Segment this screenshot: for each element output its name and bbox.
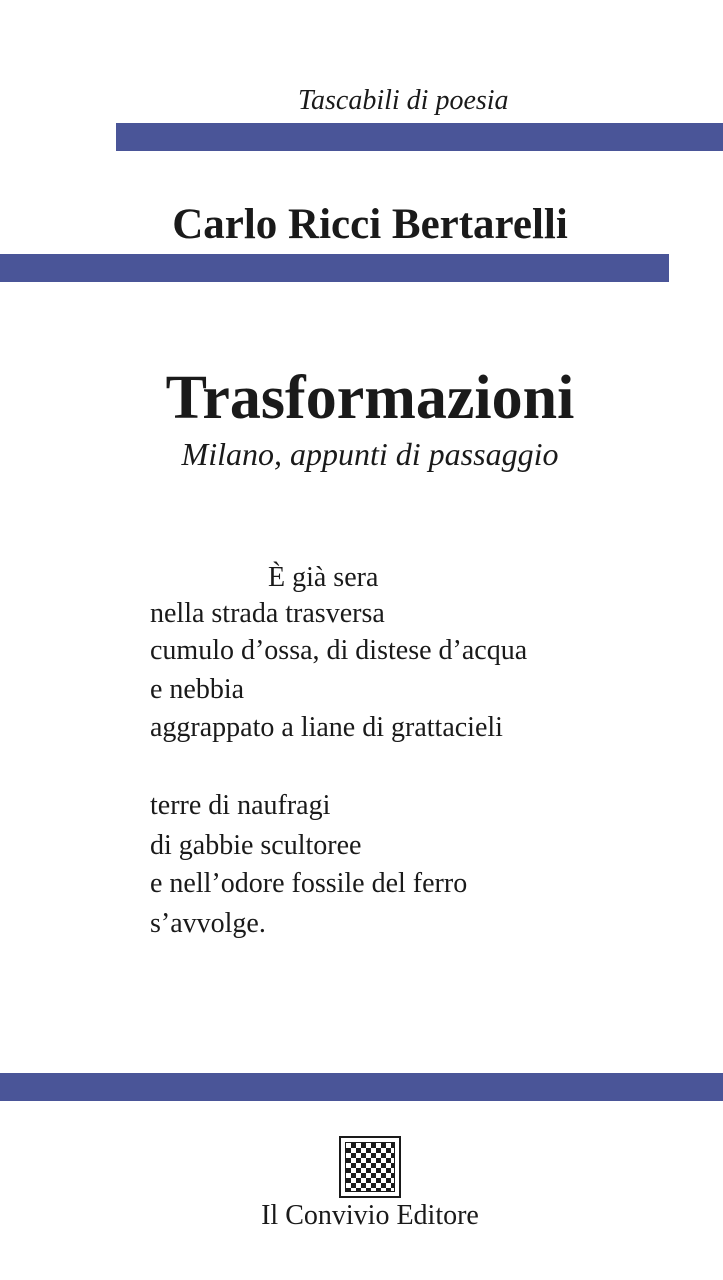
poem-line: È già sera	[268, 562, 379, 593]
poem-line: cumulo d’ossa, di distese d’acqua	[150, 635, 528, 666]
poem-line: e nebbia	[150, 674, 245, 705]
series-label: Tascabili di poesia	[298, 85, 509, 116]
book-subtitle: Milano, appunti di passaggio	[181, 436, 559, 472]
book-title: Trasformazioni	[165, 364, 575, 432]
bottom-accent-bar	[0, 1073, 723, 1101]
publisher-name: Il Convivio Editore	[261, 1200, 479, 1231]
poem-line: terre di naufragi	[150, 790, 331, 821]
poem-line: e nell’odore fossile del ferro	[150, 868, 468, 899]
poem-line: di gabbie scultoree	[150, 830, 362, 861]
poem-line: s’avvolge.	[150, 908, 266, 939]
author-name: Carlo Ricci Bertarelli	[172, 201, 568, 248]
poem-line: aggrappato a liane di grattacieli	[150, 712, 503, 743]
poem-line: nella strada trasversa	[150, 598, 385, 629]
checker-pattern	[345, 1142, 395, 1192]
chessboard-logo-icon	[339, 1136, 401, 1198]
